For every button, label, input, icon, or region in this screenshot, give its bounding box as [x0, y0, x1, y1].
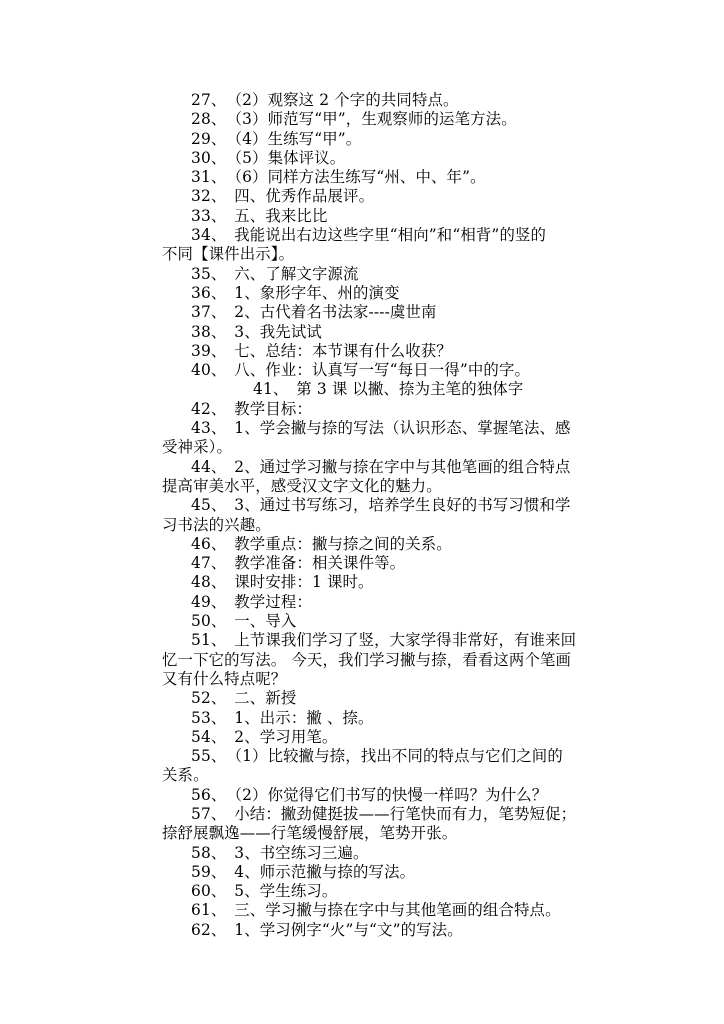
numbered-line: 32、 四、优秀作品展评。: [191, 187, 375, 206]
numbered-line: 50、 一、导入: [191, 612, 297, 631]
numbered-line: 33、 五、我来比比: [191, 206, 328, 225]
numbered-line: 48、 课时安排：1 课时。: [191, 573, 374, 592]
text-line-continuation: 受神采）。: [162, 438, 233, 457]
numbered-line: 46、 教学重点：撇与捺之间的关系。: [191, 534, 452, 553]
numbered-line: 36、 1、象形字年、州的演变: [191, 283, 400, 302]
numbered-line: 27、 （2）观察这 2 个字的共同特点。: [191, 91, 459, 109]
numbered-line: 61、 三、学习撇与捺在字中与其他笔画的组合特点。: [191, 901, 561, 920]
numbered-line: 58、 3、书空练习三遍。: [191, 843, 369, 862]
numbered-line: 62、 1、学习例字“火”与“文”的写法。: [191, 920, 463, 939]
numbered-line: 28、 （3）师范写“甲”，生观察师的运笔方法。: [191, 110, 517, 129]
numbered-line: 38、 3、我先试试: [191, 322, 322, 341]
numbered-line: 29、 （4）生练写“甲”。: [191, 129, 362, 148]
numbered-line: 45、 3、通过书写练习，培养学生良好的书写习惯和学: [191, 496, 571, 515]
numbered-line: 49、 教学过程：: [191, 592, 312, 611]
text-line-continuation: 不同【课件出示】。: [162, 245, 295, 264]
text-line-continuation: 捺舒展飘逸——行笔缓慢舒展，笔势开张。: [162, 824, 458, 843]
text-line-continuation: 忆一下它的写法。 今天，我们学习撇与捺，看看这两个笔画: [162, 650, 572, 669]
numbered-line: 42、 教学目标：: [191, 399, 312, 418]
document-body: [162, 91, 614, 940]
numbered-line: 34、 我能说出右边这些字里“相向”和“相背”的竖的: [191, 226, 547, 245]
numbered-line: 52、 二、新授: [191, 689, 297, 708]
numbered-line: 37、 2、古代着名书法家----虞世南: [191, 303, 437, 322]
numbered-line: 40、 八、作业：认真写一写“每日一得”中的字。: [191, 361, 531, 380]
numbered-line: 53、 1、出示：撇 、捺。: [191, 708, 374, 727]
numbered-line: 51、 上节课我们学习了竖，大家学得非常好，有谁来回: [191, 631, 577, 650]
numbered-line: 43、 1、学会撇与捺的写法（认识形态、掌握笔法、感: [191, 419, 571, 438]
numbered-line: 41、 第 3 课 以撇、捺为主笔的独体字: [253, 380, 524, 399]
text-line-continuation: 又有什么特点呢？: [162, 669, 287, 688]
numbered-line: 55、 （1）比较撇与捺，找出不同的特点与它们之间的: [191, 747, 563, 766]
numbered-line: 39、 七、总结：本节课有什么收获？: [191, 341, 452, 360]
numbered-line: 44、 2、通过学习撇与捺在字中与其他笔画的组合特点: [191, 457, 571, 476]
numbered-line: 57、 小结：撇劲健挺拔——行笔快而有力，笔势短促；: [191, 804, 577, 823]
numbered-line: 60、 5、学生练习。: [191, 882, 338, 901]
numbered-line: 35、 六、了解文字源流: [191, 264, 359, 283]
numbered-line: 30、 （5）集体评议。: [191, 148, 346, 167]
numbered-line: 54、 2、学习用笔。: [191, 727, 338, 746]
numbered-line: 59、 4、师示范撇与捺的写法。: [191, 862, 416, 881]
numbered-line: 56、 （2）你觉得它们书写的快慢一样吗？为什么？: [191, 785, 548, 804]
text-line-continuation: 习书法的兴趣。: [162, 515, 271, 534]
numbered-line: 47、 教学准备：相关课件等。: [191, 554, 406, 573]
numbered-line: 31、 （6）同样方法生练写“州、中、年”。: [191, 168, 486, 187]
text-line-continuation: 提高审美水平，感受汉文字文化的魅力。: [162, 476, 442, 495]
text-line-continuation: 关系。: [162, 766, 209, 785]
